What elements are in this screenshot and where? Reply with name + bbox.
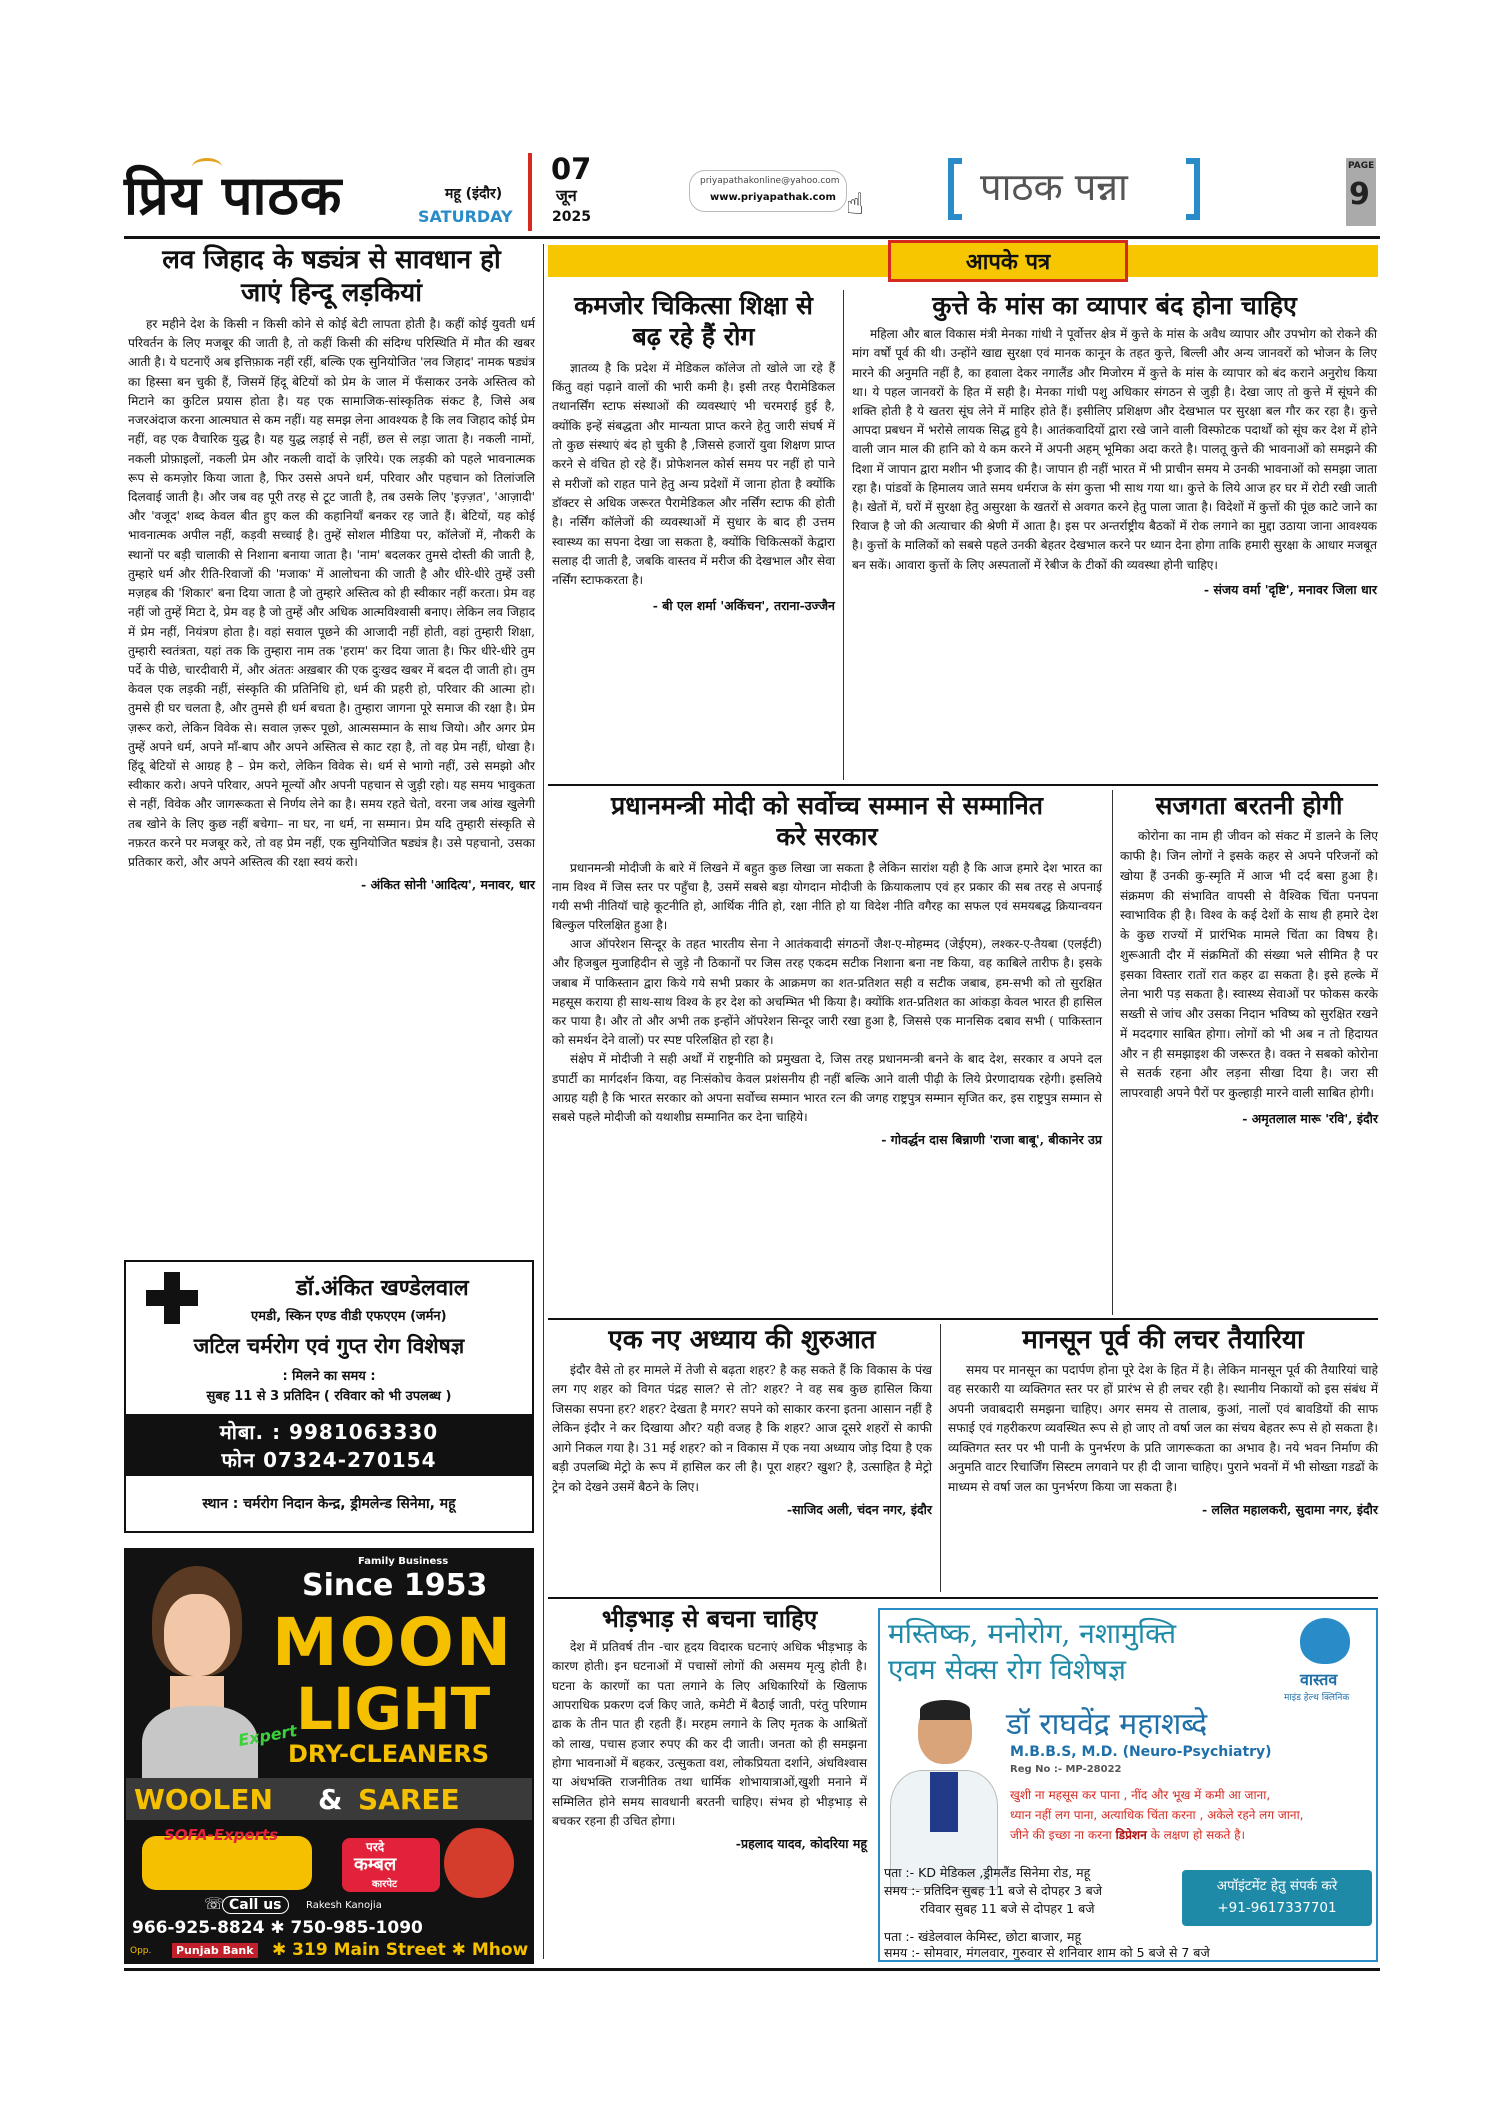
article-byline: -प्रहलाद यादव, कोदरिया महू bbox=[735, 1836, 867, 1852]
model-portrait bbox=[132, 1566, 262, 1796]
ad-mobile[interactable]: मोबा. : 9981063330 bbox=[219, 1420, 439, 1444]
article-byline: - संजय वर्मा 'दृष्टि', मनावर जिला धार bbox=[1203, 581, 1377, 597]
ad-phones[interactable]: 966-925-8824 ✱ 750-985-1090 bbox=[132, 1918, 423, 1938]
article-title: मानसून पूर्व की लचर तैयारिया bbox=[1022, 1325, 1304, 1355]
medical-cross-icon bbox=[146, 1272, 198, 1324]
article-body: कोरोना का नाम ही जीवन को संकट में डालने के लिए काफी है। जिन लोगों ने इसके कहर से अपने परिजनों को खोया हैं उनकी कु-स्मृति में आज भी दर्द बसा हुआ है। संक्रमण की संभावित वापसी से वैश्विक चिंता पनपना स्वाभाविक ही है। विश्व के कई देशों के साथ ही हमारे देश के कुछ राज्यों में प्रारंभिक मामले चिंता का विषय है। शुरूआती दौर में संक्रमितों की संख्या भले सीमित है पर इसका विस्तार रातों रात कहर ढा सकता है। इसे हल्के में लेना भारी पड़ सकता है। स्वास्थ्य सेवाओं पर फोकस करके सख्ती से जांच और उसका निदान भविष्य को सुरक्षित रखने में मददगार साबित होगा। लोगों को भी अब न तो हिदायत और न ही समझाइश की जरूरत है। वक्त ने सबको कोरोना से सतर्क रहना और लड़ना सीखा दिया है। जरा सी लापरवाही अपने पैरों पर कुल्हाड़ी मारने वाली साबित होगी। bbox=[1120, 829, 1378, 1101]
ad-psy-line3-a: जीने की इच्छा ना करना bbox=[1010, 1828, 1112, 1842]
column-divider bbox=[843, 290, 844, 780]
contact-website[interactable]: www.priyapathak.com bbox=[710, 192, 836, 203]
ad-psy-name: डॉ राघवेंद्र महाशब्दे bbox=[1006, 1707, 1208, 1742]
ad-curtain-c: कारपेट bbox=[372, 1879, 398, 1890]
article-title: प्रधानमन्त्री मोदी को सर्वोच्च सम्मान से सम्मानित करे सरकार bbox=[611, 791, 1043, 852]
article-medical-education bbox=[552, 290, 835, 614]
ad-psy-degree: M.B.B.S, M.D. (Neuro-Psychiatry) bbox=[1010, 1744, 1272, 1760]
ad-psy-logo-name: वास्तव bbox=[1300, 1670, 1338, 1689]
article-pm-honour bbox=[552, 790, 1102, 1148]
ad-specialty: जटिल चर्मरोग एवं गुप्त रोग विशेषज्ञ bbox=[193, 1333, 465, 1358]
section-rule bbox=[548, 1597, 1378, 1599]
ad-psy-line1: खुशी ना महसूस कर पाना , नींद और भूख में कमी आ जाना, bbox=[1010, 1788, 1271, 1802]
dateline-place: महू (इंदौर) bbox=[445, 186, 503, 202]
ad-saree: SAREE bbox=[358, 1783, 460, 1816]
contact-email[interactable]: priyapathakonline@yahoo.com bbox=[700, 176, 840, 186]
section-rule bbox=[548, 784, 1378, 786]
ad-person: Rakesh Kanojia bbox=[306, 1900, 382, 1911]
section-bracket-left bbox=[948, 158, 962, 220]
ad-skin-doctor bbox=[124, 1260, 534, 1533]
article-title: कमजोर चिकित्सा शिक्षा से बढ़ रहे हैं रोग bbox=[574, 291, 813, 352]
ad-psy-appt[interactable]: अपॉइंटमेंट हेतु संपर्क करे bbox=[1216, 1878, 1338, 1894]
footer-rule bbox=[124, 1968, 1380, 1971]
delivery-scooter-icon bbox=[444, 1828, 514, 1898]
ad-psy-logo-sub: माइंड हेल्थ क्लिनिक bbox=[1284, 1693, 1350, 1703]
ad-timing: सुबह 11 से 3 प्रतिदिन ( रविवार को भी उपलब्ध ) bbox=[206, 1389, 452, 1404]
ad-since: Since 1953 bbox=[302, 1568, 488, 1603]
ad-expert: Expert bbox=[236, 1721, 299, 1750]
article-body: इंदौर वैसे तो हर मामले में तेजी से बढ़ता शहर? है कह सकते हैं कि विकास के पंख लग गए शहर को विगत पंद्रह साल? से तो? शहर? ने वह सब कुछ हासिल किया जिसका सपना हर? शहर? देखता है मगर? सपने को साकार करना इतना आसान नहीं है लेकिन इंदौर ने कर दिखाया और? यही वजह है कि शहर? आज दूसरे शहरों से काफी आगे निकल गया है। 31 मई शहर? को न विकास में एक नया अध्याय जोड़ दिया है एक बड़ी उपलब्धि मेट्रो के रूप में हासिल कर ली है। पूरा शहर? खुश? है, उत्साहित है मेट्रो ट्रेन को देखने उसमें बैठने के लिए। bbox=[552, 1362, 932, 1494]
article-love-jihad bbox=[128, 244, 535, 893]
ad-psy-time3: समय :- सोमवार, मंगलवार, गुरुवार से शनिवार शाम को 5 बजे से 7 बजे bbox=[884, 1945, 1210, 1960]
masthead-rule bbox=[124, 236, 1380, 239]
ad-doctor-name: डॉ.अंकित खण्डेलवाल bbox=[296, 1275, 469, 1301]
article-crowd bbox=[552, 1604, 867, 1852]
article-body: समय पर मानसून का पदार्पण होना पूरे देश के हित में है। लेकिन मानसून पूर्व की तैयारियां चाहे वह सरकारी या व्यक्तिगत स्तर पर हों प्रारंभ से ही लचर रही है। स्थानीय निकायों को इस संबंध में अपनी जवाबदारी समझना चाहिए। अगर समय से तालाब, कुआं, नालों एवं बावडियों की साफ सफाई एवं गहरीकरण व्यवस्थित रूप से हो जाए तो वर्षा जल का संचय बेहतर रूप से हो सकता है। व्यक्तिगत स्तर पर भी पानी के पुनर्भरण के प्रति जागरूकता का अभाव है। नये भवन निर्माण की अनुमति वाटर रिचार्जिंग सिस्टम लगवाने पर ही दी जाना चाहिए। पुराने भवनों में भी सोख्ता गडढों के माध्यम से वर्षा जल का पुनर्भरण किया जा सकता है। bbox=[948, 1362, 1378, 1494]
article-byline: - बी एल शर्मा 'अकिंचन', तराना-उज्जैन bbox=[652, 597, 835, 613]
ad-dry: DRY-CLEANERS bbox=[288, 1740, 490, 1768]
article-corona-care bbox=[1120, 790, 1378, 1127]
page-label: PAGE bbox=[1348, 161, 1375, 171]
dateline-year: 2025 bbox=[552, 209, 591, 225]
ad-opp: Opp. bbox=[130, 1946, 152, 1956]
logo-ornament bbox=[192, 158, 222, 176]
column-divider bbox=[940, 1324, 941, 1592]
phone-icon: ☏ bbox=[204, 1894, 225, 1913]
article-title: एक नए अध्याय की शुरुआत bbox=[608, 1325, 876, 1355]
ad-bank: Punjab Bank bbox=[172, 1943, 258, 1958]
ad-moon: MOON bbox=[272, 1604, 514, 1681]
article-byline: - ललित महालकरी, सुदामा नगर, इंदौर bbox=[1202, 1502, 1378, 1518]
ad-moon-light bbox=[124, 1548, 534, 1964]
article-body: ज्ञातव्य है कि प्रदेश में मेडिकल कॉलेज तो खोले जा रहे हैं किंतु वहां पढ़ाने वालों की भारी कमी है। इसी तरह पैरामेडिकल तथानर्सिंग स्टाफ संस्थाओं की व्यवस्थाएं भी चरमराई हुई है, क्योंकि इन्हें संबद्धता और मान्यता प्राप्त करने हेतु जारी संघर्ष में तो कुछ संस्थाएं बंद हो चुकी है ,जिससे हजारों युवा शिक्षण प्राप्त करने से वंचित हो रहे हैं। प्रोफेशनल कोर्स समय पर नहीं हो पाने से मरीजों को राहत पाने हेतु अन्य प्रदेशों में जाना होता है क्योंकि डॉक्टर से अधिक जरूरत पैरामेडिकल और नर्सिंग स्टाफ की होती है। नर्सिंग कॉलेजों की व्यवस्थाओं में सुधार के बाद ही उत्तम स्वास्थ्य का सपना देखा जा सकता है, क्योंकि चिकित्सकों केद्वारा सलाह दी जाती है, जबकि वास्तव में मरीज की देखभाल और सेवा नर्सिंग स्टाफकरता है। bbox=[552, 360, 835, 588]
ad-call: Call us bbox=[222, 1896, 289, 1914]
column-divider bbox=[1112, 790, 1113, 1315]
ad-family: Family Business bbox=[358, 1556, 449, 1567]
ad-sofa: SOFA-Experts bbox=[164, 1826, 279, 1844]
ad-psychiatry bbox=[878, 1608, 1378, 1962]
ad-curtain-b: कम्बल bbox=[354, 1854, 397, 1875]
sofa-icon bbox=[142, 1836, 312, 1890]
ad-address: स्थान : चर्मरोग निदान केन्द्र, ड्रीमलेन्ड सिनेमा, महू bbox=[202, 1496, 456, 1512]
article-byline: - अमृतलाल मारू 'रवि', इंदौर bbox=[1242, 1110, 1378, 1126]
ad-psy-head2: एवम सेक्स रोग विशेषज्ञ bbox=[888, 1653, 1126, 1686]
article-body-3: संक्षेप में मोदीजी ने सही अर्थों में राष्ट्रनीति को प्रमुखता दे, जिस तरह प्रधानमन्त्री बनने के बाद देश, सरकार व अपने दल डपार्टी का मार्गदर्शन किया, वह निःसंकोच केवल प्रशंसनीय ही नहीं बल्कि आने वाली पीढ़ी के लिये प्रेरणादायक रहेगी। इसलिये आग्रह यही है कि भारत सरकार को अपना सर्वोच्च सम्मान भारत रत्न की जगह राष्ट्रपुत्र सम्मान सृजित कर, इस राष्ट्रपुत्र सम्मान से सबसे पहले मोदीजी को यथाशीघ्र सम्मानित कर देना चाहिये। bbox=[552, 1052, 1102, 1124]
article-byline: - गोवर्द्धन दास बिन्नाणी 'राजा बाबू', बीकानेर उप्र bbox=[881, 1132, 1102, 1148]
ad-psy-line3 bbox=[1010, 1826, 1245, 1843]
article-body: देश में प्रतिवर्ष तीन -चार हृदय विदारक घटनाएं अधिक भीड़भाड़ के कारण होती। इन घटनाओं में पचासों लोगों की असमय मृत्यु होती है। घटना के कारणों का पता लगाने के लिए अधिकारियों के खिलाफ आपराधिक प्रकरण दर्ज किए जाते, कमेटी में बैठाई जाती, परंतु परिणाम ढाक के तीन पात ही रहती हैं। मरहम लगाने के लिए मृतक के आश्रितों को लाख, पचास हजार रुपए की कर दी जाती। जनता को ही समझना होगा भावनाओं में बहकर, उत्सुकता वश, लोकप्रियता दर्शाने, अंधविश्वास या अंधभक्ति राजनीतिक तथा धार्मिक शोभायात्राओं,खुशी मनाने में सम्मिलित होने समय सावधानी बरतनी चाहिए। संभव हो भीड़भाड़ से बचकर रहना ही उचित होगा। bbox=[552, 1640, 867, 1829]
brain-logo-icon bbox=[1300, 1618, 1350, 1664]
article-title: लव जिहाद के षड्यंत्र से सावधान हो जाएं हिन्दू लड़कियां bbox=[162, 245, 501, 308]
logo: प्रिय पाठक bbox=[124, 163, 343, 227]
ad-psy-addr2: पता :- खंडेलवाल केमिस्ट, छोटा बाजार, महू bbox=[884, 1929, 1082, 1944]
ad-psy-reg: Reg No :- MP-28022 bbox=[1010, 1764, 1122, 1775]
masthead-divider-red bbox=[528, 153, 532, 231]
article-title: कुत्ते के मांस का व्यापार बंद होना चाहिए bbox=[932, 291, 1297, 320]
article-title: सजगता बरतनी होगी bbox=[1155, 791, 1343, 820]
article-dog-meat bbox=[852, 290, 1377, 598]
ad-psy-time2: रविवार सुबह 11 बजे से दोपहर 1 बजे bbox=[920, 1901, 1095, 1916]
article-body-1: प्रधानमन्त्री मोदीजी के बारे में लिखने में बहुत कुछ लिखा जा सकता है लेकिन सारांश यही है कि आज हमारे देश भारत का नाम विश्व में जिस स्तर पर पहुँचा है, उसमें सबसे बड़ा योगदान मोदीजी के क्रियाकलाप एवं हर प्रकार की सब तरह से अपनाई गयी सभी नीतियॉ चाहे कूटनीति हो, आर्थिक नीति हो, रक्षा नीति हो या विदेश नीति वगैरह का सफल एवं समयबद्ध क्रियान्वयन बिल्कुल परिलक्षित हुआ है। bbox=[552, 860, 1102, 933]
section-title: पाठक पन्ना bbox=[980, 165, 1128, 209]
article-byline: - अंकित सोनी 'आदित्य', मनावर, धार bbox=[361, 877, 535, 893]
dateline-day: 07 bbox=[551, 152, 592, 186]
article-new-chapter bbox=[552, 1324, 932, 1518]
article-title: भीड़भाड़ से बचना चाहिए bbox=[601, 1604, 818, 1633]
doctor-photo bbox=[890, 1700, 998, 1890]
dateline-weekday: SATURDAY bbox=[418, 207, 513, 226]
ad-psy-time1: समय :- प्रतिदिन सुबह 11 बजे से दोपहर 3 बजे bbox=[884, 1883, 1103, 1898]
ad-psy-line3-c: के लक्षण हो सकते है। bbox=[1150, 1828, 1246, 1842]
article-byline: -साजिद अली, चंदन नगर, इंदौर bbox=[786, 1502, 932, 1518]
dateline-month: जून bbox=[556, 186, 577, 205]
section-bracket-right bbox=[1186, 158, 1200, 220]
hand-cursor-icon: ☝ bbox=[846, 187, 865, 222]
page-number: 9 bbox=[1349, 177, 1370, 212]
section-rule bbox=[548, 1318, 1378, 1320]
ad-time-label: : मिलने का समय : bbox=[282, 1369, 376, 1384]
column-divider bbox=[543, 244, 544, 1959]
ad-psy-head1: मस्तिष्क, मनोरोग, नशामुक्ति bbox=[888, 1617, 1177, 1650]
article-body-2: आज ऑपरेशन सिन्दूर के तहत भारतीय सेना ने आतंकवादी संगठनों जैश-ए-मोहम्मद (जेईएम), लश्कर-ए-तैयबा (एलईटी) और हिजबुल मुजाहिदीन से जुड़े नौ ठिकानों पर जिस तरह एकदम सटीक निशाना बना नष्ट किया, वह काबिले तारीफ है। इसके जबाब में पाकिस्तान द्वारा किये गये सभी प्रकार के आक्रमण का शत-प्रतिशत सही व सटीक जबाब, हम-सभी को तो सुरक्षित महसूस कराया ही साथ-साथ विश्व के हर देश को अचम्भित भी किया है। क्योंकि शत-प्रतिशत का आंकड़ा केवल भारत ही हासिल कर पाया है। और तो और अभी तक इन्होंने ऑपरेशन सिन्दूर जारी रखा हुआ है, जिससे एक मानसिक दबाव सभी ( पाकिस्तान को समर्थन देने वालों) पर स्पष्ट परिलक्षित हो रहा है। bbox=[552, 937, 1102, 1048]
ad-psy-appt-phone[interactable]: +91-9617337701 bbox=[1217, 1900, 1337, 1916]
article-monsoon bbox=[948, 1324, 1378, 1518]
ad-phone[interactable]: फोन 07324-270154 bbox=[221, 1448, 437, 1472]
article-body: महिला और बाल विकास मंत्री मेनका गांधी ने पूर्वोत्तर क्षेत्र में कुत्ते के मांस के अवैध व्यापार और उपभोग को रोकने की मांग वर्षों पूर्व की थी। उन्होंने खाद्य सुरक्षा एवं मानक कानून के तहत कुत्ते, बिल्ली और अन्य जानवरों को भोजन के लिए मारने की अनुमति नहीं है, का हवाला देकर नगालैंड और मिजोरम में कुत्ते के मांस के व्यापार को बंद कराने अनुरोध किया था। ये पहल जानवरों के हित में सही है। मेनका गांधी पशु अधिकार संगठन से जुड़ी है। देखा जाए तो कुत्ते में सूंघने की शक्ति होती है ये खतरा सूंघ लेने में माहिर होते हैं। इसीलिए प्रशिक्षण और देखभाल पर सुरक्षा बल गौर कर रहा है। कुत्ते आपदा प्रबधन में भरोसे लायक सिद्ध हुये है। आतंकवादियों द्वारा रखे जाने वाली विस्फोटक पदार्थों को सूंघ कर देश में होने वाली जान माल की हानि को ये कम करने में अपनी अहम् भूमिका अदा करते है। पालतू कुत्ते की भावनाओं को समझने की दिशा में जापान द्वारा मशीन भी इजाद की है। जापान ही नहीं भारत में भी प्राचीन समय मे उनकी भावनाओं को समझा जाता रहा है। पांडवों के हिमालय जाते समय धर्मराज के संग कुत्ता भी साथ गया था। कुत्ते के लिये आज हर घर में रोटी रखी जाती है। खेतों में, घरों में सुरक्षा हेतु असुरक्षा के खतरों से अवगत करने हेतु पाला जाता है। विदेशों में कुत्तों की पूंछ काटे जाने का रिवाज है जो की अत्याचार की श्रेणी में आता है। इस पर अन्तर्राष्ट्रीय बैठकों में रोक लगाने का मुद्दा उठाया जाना आवश्यक है। कुत्तों के मालिकों को सबसे पहले उनकी बेहतर देखभाल करने पर ध्यान देना होगा ताकि हमारी सुरक्षा के आधार मजबूत बन सकें। आवारा कुत्तों के लिए अस्पतालों में रेबीज के टीकों की व्यवस्था होनी चाहिए। bbox=[852, 327, 1377, 572]
masthead bbox=[0, 0, 1500, 240]
ad-light: LIGHT bbox=[296, 1675, 491, 1743]
ad-psy-addr1: पता :- KD मेडिकल ,ड्रीमलैंड सिनेमा रोड, महू bbox=[884, 1865, 1091, 1880]
ad-psy-line3-b: डिप्रेशन bbox=[1115, 1828, 1147, 1842]
article-body: हर महीने देश के किसी न किसी कोने से कोई बेटी लापता होती है। कहीं कोई युवती धर्म परिवर्तन के लिए मजबूर की जाती है, तो कहीं किसी की संदिग्ध परिस्थिति में मौत की खबर आती है। ये घटनाएँ अब इत्तिफ़ाक नहीं रहीं, बल्कि एक सुनियोजित 'लव जिहाद' नामक षड्यंत्र का हिस्सा बन चुकी हैं, जिसमें हिंदू बेटियों को प्रेम के जाल में फँसाकर उनके अस्तित्व को मिटाने का कुटिल प्रयास होता है। यह एक सामाजिक-सांस्कृतिक संकट है, जिसे अब नजरअंदाज करना आत्मघात से कम नहीं। यह समझ लेना आवश्यक है कि लव जिहाद कोई प्रेम नहीं, वह एक वैचारिक युद्ध है। यह युद्ध लड़ाई से नहीं, छल से लड़ा जाता है। नकली नामों, नकली प्रोफ़ाइलों, नकली प्रेम और नकली वादों के ज़रिये। एक लड़की को पहले भावनात्मक रूप से कमज़ोर किया जाता है, फिर उससे अपने धर्म, परिवार और पहचान को तिलांजलि दिलवाई जाती है। और जब वह पूरी तरह से टूट जाती है, तब उसके लिए 'इज़्ज़त', 'आज़ादी' और 'वजूद' शब्द केवल बीत हुए कल की कहानियाँ बनकर रह जाते हैं। बेटियों, यह कोई भावनात्मक अपील नहीं, कड़वी सच्चाई है। तुम्हें सोशल मीडिया पर, कॉलेजों में, नौकरी के स्थानों पर बड़ी चालाकी से निशाना बनाया जाता है। 'नाम' बदलकर तुमसे दोस्ती की जाती है, तुम्हारे धर्म और रीति-रिवाजों की 'मजाक' में आलोचना की जाती है और धीरे-धीरे तुम्हें उसी मज़हब की 'शिकार' बना दिया जाता है जो तुम्हारे अस्तित्व को ही स्वीकार नहीं करता। प्रेम वह नहीं जो तुम्हें मिटा दे, प्रेम वह है जो तुम्हें और अधिक आत्मविश्वासी बनाए। लेकिन लव जिहाद में प्रेम नहीं, नियंत्रण होता है। वहां सवाल पूछने की आजादी नहीं होती, वहां तुम्हारी शिक्षा, तुम्हारी स्वतंत्रता, यहां तक कि तुम्हारा नाम तक 'हराम' कर दिया जाता है। फिर धीरे-धीरे तुम पर्दे के पीछे, चारदीवारी में, और अंततः अख़बार की एक दुःखद खबर में बदल दी जाती हो। तुम केवल एक लड़की नहीं, संस्कृति की प्रतिनिधि हो, धर्म की प्रहरी हो, परिवार की आत्मा हो। तुमसे ही घर चलता है, और तुमसे ही धर्म बचता है। तुम्हारा जागना पूरे समाज की रक्षा है। प्रेम ज़रूर करो, लेकिन विवेक से। सवाल ज़रूर पूछो, आत्मसम्मान के साथ जियो। और अगर प्रेम तुम्हें अपने धर्म, अपने माँ-बाप और अपने अस्तित्व से काट रहा है, तो वह प्रेम नहीं, धोखा है। हिंदू बेटियों से आग्रह है – प्रेम करो, लेकिन विवेक से। धर्म से भागो नहीं, उसे समझो और स्वीकार करो। अपने परिवार, अपने मूल्यों और अपनी पहचान से जुड़ी रहो। यह समय भावुकता से नहीं, विवेक और जागरूकता से निर्णय लेने का है। समय रहते चेतो, वरना जब आंख खुलेगी तब खोने के लिए कुछ नहीं बचेगा– ना घर, ना धर्म, ना सम्मान। प्रेम यदि तुम्हारी संस्कृति से नफ़रत करने पर मजबूर करे, तो वह प्रेम नहीं, एक सुनियोजित षड्यंत्र है। उसे पहचानो, उसका प्रतिकार करो, और अपने अस्तित्व की रक्षा स्वयं करो। bbox=[128, 317, 535, 870]
ad-amp: & bbox=[318, 1783, 343, 1816]
ad-doctor-degree: एमडी, स्किन एण्ड वीडी एफएएम (जर्मन) bbox=[251, 1309, 447, 1324]
ad-street: ✱ 319 Main Street ✱ Mhow bbox=[272, 1940, 529, 1960]
banner-title: आपके पत्र bbox=[965, 249, 1051, 275]
ad-psy-line2: ध्यान नहीं लग पाना, अत्याधिक चिंता करना , अकेले रहने लग जाना, bbox=[1010, 1808, 1304, 1822]
ad-woolen: WOOLEN bbox=[134, 1783, 273, 1816]
ad-curtain-a: परदे bbox=[366, 1840, 385, 1854]
